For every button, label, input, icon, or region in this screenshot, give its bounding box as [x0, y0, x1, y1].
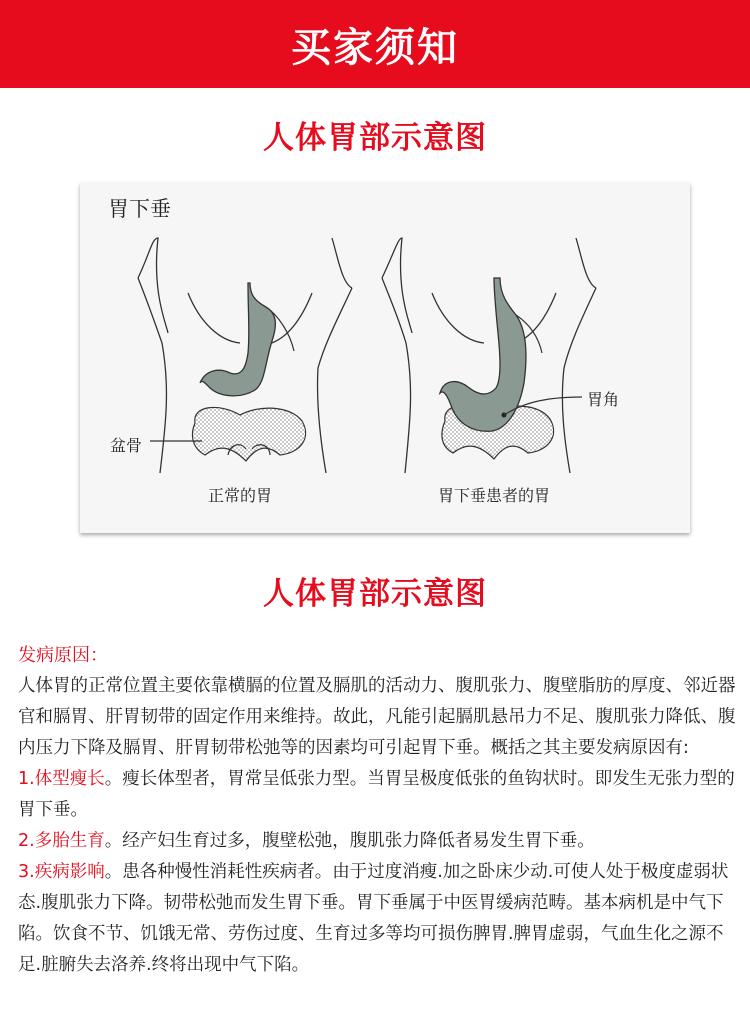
intro-paragraph: 人体胃的正常位置主要依靠横膈的位置及膈肌的活动力、腹肌张力、腹壁脂肪的厚度、邻近器官和膈胃、肝胃韧带的固定作用来维持。故此，凡能引起膈肌悬吊力不足、腹肌张力降低、腹内压力下降及膈胃、肝胃韧带松弛等的因素均可引起胃下垂。概括之其主要发病原因有: — [18, 676, 736, 758]
cause-heading: 发病原因： — [18, 645, 108, 666]
normal-stomach-caption: 正常的胃 — [208, 486, 273, 505]
cause-item-text: 。患各种慢性消耗性疾病者。由于过度消瘦.加之卧床少动.可使人处于极度虚弱状态.腹肌张力下降。韧带松弛而发生胃下垂。胃下垂属于中医胃缓病范畴。基本病机是中气下陷。饮食不节、饥饿无常、劳伤过度、生育过多等均可损伤脾胃.脾胃虚弱，气血生化之源不足.脏腑失去洛养.终将出现中气下陷。 — [18, 862, 729, 975]
stomach-ptosis — [440, 278, 526, 431]
section-title: 人体胃部示意图 — [263, 576, 487, 612]
cause-item-text: 。经产妇生育过多，腹壁松弛，腹肌张力降低者易发生胃下垂。 — [104, 831, 595, 851]
cause-item-label: 1.体型瘦长 — [18, 769, 105, 789]
article-body — [18, 640, 738, 981]
cause-item-label: 3.疾病影响 — [18, 862, 105, 882]
stomach-illustration — [80, 183, 690, 533]
stomach-normal — [200, 283, 275, 396]
cause-item-text: 。瘦长体型者，胃常呈低张力型。当胃呈极度低张的鱼钩状时。即发生无张力型的胃下垂。 — [18, 769, 735, 820]
pelvis-label: 盆骨 — [110, 436, 143, 455]
cause-item — [18, 764, 738, 826]
header-banner — [0, 0, 750, 88]
banner-title: 买家须知 — [291, 24, 459, 71]
stomach-diagram — [80, 183, 690, 533]
diagram-heading: 胃下垂 — [108, 197, 171, 221]
cause-item — [18, 857, 738, 981]
cause-item — [18, 826, 738, 857]
section-title: 人体胃部示意图 — [263, 120, 487, 156]
ptosis-stomach-caption: 胃下垂患者的胃 — [438, 486, 551, 505]
cause-item-label: 2.多胎生育 — [18, 831, 105, 851]
pelvis-normal — [192, 407, 305, 461]
stomach-angle-label: 胃角 — [587, 390, 620, 409]
